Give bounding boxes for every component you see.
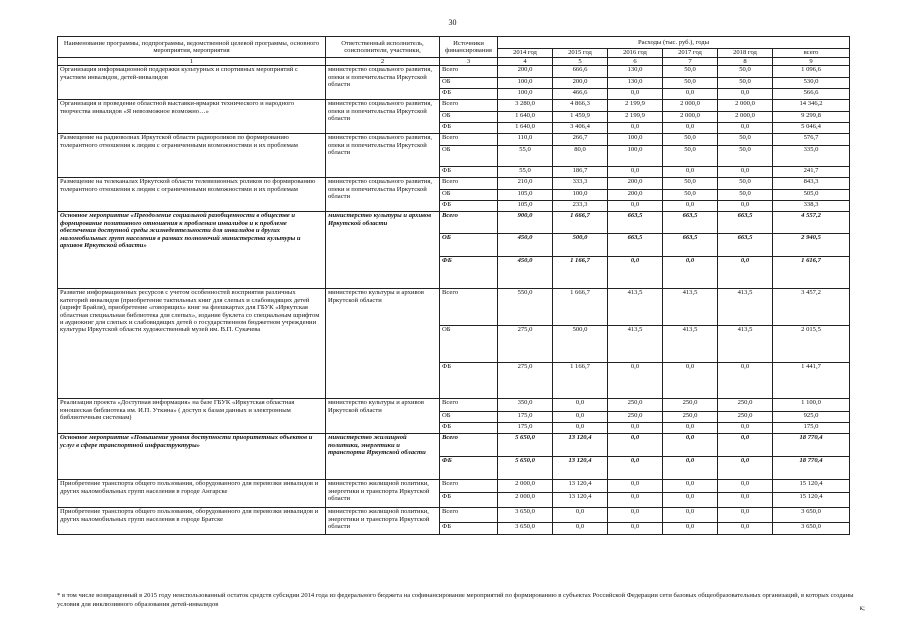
amount-year: 0,0 — [553, 399, 608, 412]
amount-year: 0,0 — [663, 423, 718, 434]
amount-total: 14 346,2 — [773, 100, 850, 112]
amount-year: 0,0 — [718, 493, 773, 508]
amount-year: 0,0 — [718, 480, 773, 493]
amount-year: 0,0 — [608, 123, 663, 134]
amount-year: 663,5 — [663, 212, 718, 234]
funding-source: Всего — [440, 178, 498, 190]
amount-total: 2 015,5 — [773, 326, 850, 363]
amount-year: 550,0 — [498, 289, 553, 326]
amount-total: 1 616,7 — [773, 257, 850, 289]
funding-source: ОБ — [440, 78, 498, 89]
program-name: Развитие информационных ресурсов с учетом особенностей восприятия различных категорий инвалидов (приобретение тактильных книг для слепых и слабовидящих детей (шрифт Брайля), приобретение «говорящих» книг на флешкартах для ГБУК «Иркутская областная специальная библиотека для слепых», издание буклета со специальным шрифтом и аудиокниг для слепых и слабовидящих детей о государственном бюджетном учреждении культуры Иркутской области художественный музей им. В.П. Сукачева — [58, 289, 326, 399]
amount-year: 50,0 — [663, 178, 718, 190]
amount-year: 500,0 — [553, 234, 608, 257]
amount-year: 250,0 — [608, 399, 663, 412]
amount-year: 0,0 — [718, 257, 773, 289]
funding-source: ФБ — [440, 457, 498, 480]
executor: министерство культуры и архивов Иркутской области — [326, 289, 440, 399]
amount-year: 250,0 — [718, 412, 773, 423]
amount-year: 2 199,9 — [608, 112, 663, 123]
amount-year: 4 866,3 — [553, 100, 608, 112]
funding-source: Всего — [440, 289, 498, 326]
amount-year: 50,0 — [718, 146, 773, 167]
amount-year: 1 666,7 — [553, 289, 608, 326]
amount-year: 0,0 — [663, 508, 718, 523]
program-name: Организация информационной поддержки культурных и спортивных мероприятий с участием инвалидов, детей-инвалидов — [58, 66, 326, 100]
header-year: 2018 год — [718, 49, 773, 58]
header-column-number: 1 — [58, 58, 326, 66]
budget-table — [57, 36, 850, 535]
amount-year: 175,0 — [498, 423, 553, 434]
header-column-number: 3 — [440, 58, 498, 66]
amount-year: 0,0 — [663, 523, 718, 535]
amount-year: 50,0 — [718, 66, 773, 78]
amount-year: 0,0 — [718, 423, 773, 434]
header-year: всего — [773, 49, 850, 58]
funding-source: ФБ — [440, 493, 498, 508]
amount-year: 50,0 — [663, 78, 718, 89]
header-year: 2017 год — [663, 49, 718, 58]
header-column-number: 9 — [773, 58, 850, 66]
amount-year: 266,7 — [553, 134, 608, 146]
amount-year: 100,0 — [608, 146, 663, 167]
amount-year: 105,0 — [498, 190, 553, 201]
amount-year: 450,0 — [498, 234, 553, 257]
amount-year: 0,0 — [608, 493, 663, 508]
amount-year: 663,5 — [608, 212, 663, 234]
header-column-number: 6 — [608, 58, 663, 66]
program-name: Основное мероприятие «Повышение уровня доступности приоритетных объектов и услуг в сфере транспортной инфраструктуры» — [58, 434, 326, 480]
amount-year: 413,5 — [718, 326, 773, 363]
header-source: Источники финансирования — [440, 37, 498, 58]
amount-year: 0,0 — [608, 523, 663, 535]
amount-year: 900,0 — [498, 212, 553, 234]
amount-year: 50,0 — [718, 134, 773, 146]
amount-year: 13 120,4 — [553, 480, 608, 493]
amount-year: 105,0 — [498, 201, 553, 212]
program-name: Приобретение транспорта общего пользования, оборудованного для перевозки инвалидов и других маломобильных групп населения в городе Братске — [58, 508, 326, 535]
funding-source: ФБ — [440, 423, 498, 434]
amount-year: 0,0 — [608, 508, 663, 523]
executor: министерство культуры и архивов Иркутской области — [326, 212, 440, 289]
amount-year: 3 650,0 — [498, 523, 553, 535]
executor: министерство культуры и архивов Иркутской области — [326, 399, 440, 434]
amount-year: 0,0 — [553, 423, 608, 434]
amount-total: 505,0 — [773, 190, 850, 201]
amount-year: 450,0 — [498, 257, 553, 289]
amount-year: 175,0 — [498, 412, 553, 423]
amount-year: 275,0 — [498, 326, 553, 363]
amount-year: 100,0 — [608, 134, 663, 146]
funding-source: ФБ — [440, 363, 498, 399]
amount-total: 3 650,0 — [773, 508, 850, 523]
amount-year: 663,5 — [663, 234, 718, 257]
funding-source: ОБ — [440, 190, 498, 201]
amount-total: 530,0 — [773, 78, 850, 89]
table-row — [58, 289, 850, 326]
program-name: Размещение на телеканалах Иркутской области телевизионных роликов по формированию толерантного отношения к людям с ограниченными возможностями и их проблемам — [58, 178, 326, 212]
amount-year: 0,0 — [663, 167, 718, 178]
funding-source: ОБ — [440, 326, 498, 363]
amount-year: 0,0 — [608, 257, 663, 289]
table-header — [58, 37, 850, 66]
amount-total: 15 120,4 — [773, 493, 850, 508]
amount-year: 80,0 — [553, 146, 608, 167]
header-year: 2016 год — [608, 49, 663, 58]
amount-year: 0,0 — [608, 201, 663, 212]
amount-year: 413,5 — [718, 289, 773, 326]
amount-year: 100,0 — [553, 190, 608, 201]
funding-source: ФБ — [440, 167, 498, 178]
table-body — [58, 66, 850, 535]
amount-year: 210,0 — [498, 178, 553, 190]
amount-year: 0,0 — [553, 523, 608, 535]
amount-year: 0,0 — [718, 363, 773, 399]
funding-source: ФБ — [440, 257, 498, 289]
amount-year: 0,0 — [608, 457, 663, 480]
amount-total: 335,0 — [773, 146, 850, 167]
header-executor: Ответственный исполнитель, соисполнители, участники, — [326, 37, 440, 58]
amount-year: 0,0 — [553, 412, 608, 423]
amount-year: 100,0 — [498, 78, 553, 89]
amount-year: 50,0 — [663, 146, 718, 167]
header-year: 2014 год — [498, 49, 553, 58]
amount-year: 130,0 — [608, 66, 663, 78]
amount-year: 0,0 — [663, 434, 718, 457]
amount-total: 5 046,4 — [773, 123, 850, 134]
amount-year: 50,0 — [718, 78, 773, 89]
funding-source: Всего — [440, 434, 498, 457]
amount-year: 1 640,0 — [498, 123, 553, 134]
funding-source: Всего — [440, 212, 498, 234]
amount-total: 1 096,6 — [773, 66, 850, 78]
table-row — [58, 212, 850, 234]
program-name: Основное мероприятие «Преодоление социальной разобщенности в обществе и формирование позитивного отношения к проблемам инвалидов и к проблеме обеспечения доступной среды жизнедеятельности для инвалидов и других маломобильных групп населения в рамках полномочий министерства культуры и архивов Иркутской области» — [58, 212, 326, 289]
amount-year: 0,0 — [718, 434, 773, 457]
amount-year: 250,0 — [663, 412, 718, 423]
amount-year: 663,5 — [608, 234, 663, 257]
amount-total: 18 770,4 — [773, 434, 850, 457]
amount-year: 50,0 — [718, 178, 773, 190]
executor: министерство социального развития, опеки и попечительства Иркутской области — [326, 66, 440, 100]
executor: министерство жилищной политики, энергетики и транспорта Иркутской области — [326, 434, 440, 480]
amount-year: 2 000,0 — [498, 493, 553, 508]
amount-total: 566,6 — [773, 89, 850, 100]
amount-total: 2 940,5 — [773, 234, 850, 257]
amount-year: 0,0 — [663, 123, 718, 134]
amount-total: 338,3 — [773, 201, 850, 212]
funding-source: Всего — [440, 480, 498, 493]
header-year: 2015 год — [553, 49, 608, 58]
amount-year: 0,0 — [608, 480, 663, 493]
amount-year: 50,0 — [718, 190, 773, 201]
table-row — [58, 399, 850, 412]
amount-year: 0,0 — [718, 201, 773, 212]
amount-year: 55,0 — [498, 146, 553, 167]
amount-total: 18 770,4 — [773, 457, 850, 480]
amount-year: 2 199,9 — [608, 100, 663, 112]
amount-year: 413,5 — [608, 289, 663, 326]
amount-year: 2 000,0 — [663, 112, 718, 123]
amount-year: 3 280,0 — [498, 100, 553, 112]
amount-year: 13 120,4 — [553, 434, 608, 457]
amount-year: 0,0 — [663, 201, 718, 212]
amount-year: 200,0 — [553, 78, 608, 89]
amount-year: 0,0 — [608, 363, 663, 399]
amount-total: 3 457,2 — [773, 289, 850, 326]
header-column-number: 4 — [498, 58, 553, 66]
amount-year: 110,0 — [498, 134, 553, 146]
page-number: 30 — [448, 18, 457, 27]
amount-year: 0,0 — [663, 257, 718, 289]
amount-year: 413,5 — [663, 326, 718, 363]
amount-year: 3 650,0 — [498, 508, 553, 523]
amount-year: 0,0 — [718, 89, 773, 100]
amount-year: 666,6 — [553, 66, 608, 78]
table-row — [58, 66, 850, 78]
table-row — [58, 100, 850, 112]
funding-source: Всего — [440, 100, 498, 112]
amount-year: 413,5 — [663, 289, 718, 326]
amount-year: 500,0 — [553, 326, 608, 363]
amount-year: 0,0 — [718, 123, 773, 134]
amount-year: 1 459,9 — [553, 112, 608, 123]
amount-year: 413,5 — [608, 326, 663, 363]
header-program-name: Наименование программы, подпрограммы, ведомственной целевой программы, основного мероприятия, мероприятия — [58, 37, 326, 58]
amount-year: 50,0 — [663, 190, 718, 201]
amount-year: 1 640,0 — [498, 112, 553, 123]
corner-mark: к; — [859, 604, 865, 612]
amount-year: 200,0 — [608, 190, 663, 201]
amount-total: 576,7 — [773, 134, 850, 146]
amount-year: 13 120,4 — [553, 457, 608, 480]
amount-year: 0,0 — [663, 480, 718, 493]
amount-total: 15 120,4 — [773, 480, 850, 493]
funding-source: ОБ — [440, 234, 498, 257]
amount-total: 175,0 — [773, 423, 850, 434]
amount-year: 5 650,0 — [498, 457, 553, 480]
amount-year: 0,0 — [608, 167, 663, 178]
program-name: Размещение на радиоволнах Иркутской области радиороликов по формированию толерантного отношения к людям с ограниченными возможностями и их проблемам — [58, 134, 326, 178]
amount-year: 0,0 — [553, 508, 608, 523]
header-column-number: 8 — [718, 58, 773, 66]
table-row — [58, 134, 850, 146]
header-column-number: 5 — [553, 58, 608, 66]
amount-year: 0,0 — [663, 363, 718, 399]
program-name: Реализация проекта «Доступная информация» на базе ГБУК «Иркутская областная юношеская библиотека им. И.П. Уткина» ( доступ к базам данных и электронным библиотечным системам) — [58, 399, 326, 434]
amount-year: 2 000,0 — [498, 480, 553, 493]
executor: министерство социального развития, опеки и попечительства Иркутской области — [326, 100, 440, 134]
amount-total: 9 299,8 — [773, 112, 850, 123]
executor: министерство социального развития, опеки и попечительства Иркутской области — [326, 178, 440, 212]
amount-year: 0,0 — [608, 423, 663, 434]
funding-source: ОБ — [440, 146, 498, 167]
amount-total: 843,3 — [773, 178, 850, 190]
amount-total: 1 100,0 — [773, 399, 850, 412]
amount-year: 0,0 — [663, 457, 718, 480]
amount-year: 663,5 — [718, 234, 773, 257]
funding-source: ФБ — [440, 123, 498, 134]
amount-year: 1 166,7 — [553, 257, 608, 289]
amount-year: 250,0 — [663, 399, 718, 412]
funding-source: ОБ — [440, 112, 498, 123]
amount-year: 2 000,0 — [718, 100, 773, 112]
amount-year: 1 666,7 — [553, 212, 608, 234]
funding-source: Всего — [440, 399, 498, 412]
table-row — [58, 178, 850, 190]
header-column-number: 7 — [663, 58, 718, 66]
amount-year: 55,0 — [498, 167, 553, 178]
amount-year: 3 406,4 — [553, 123, 608, 134]
amount-year: 50,0 — [663, 66, 718, 78]
amount-total: 241,7 — [773, 167, 850, 178]
amount-year: 466,6 — [553, 89, 608, 100]
amount-year: 233,3 — [553, 201, 608, 212]
amount-total: 925,0 — [773, 412, 850, 423]
funding-source: Всего — [440, 66, 498, 78]
amount-year: 100,0 — [498, 89, 553, 100]
table-row — [58, 480, 850, 493]
amount-year: 200,0 — [608, 178, 663, 190]
amount-total: 1 441,7 — [773, 363, 850, 399]
amount-year: 0,0 — [608, 434, 663, 457]
header-expenses: Расходы (тыс. руб.), годы — [498, 37, 850, 49]
funding-source: ФБ — [440, 201, 498, 212]
amount-year: 200,0 — [498, 66, 553, 78]
amount-year: 275,0 — [498, 363, 553, 399]
amount-year: 5 650,0 — [498, 434, 553, 457]
executor: министерство жилищной политики, энергетики и транспорта Иркутской области — [326, 480, 440, 508]
amount-year: 130,0 — [608, 78, 663, 89]
amount-total: 4 557,2 — [773, 212, 850, 234]
executor: министерство социального развития, опеки и попечительства Иркутской области — [326, 134, 440, 178]
table-row — [58, 508, 850, 523]
amount-year: 350,0 — [498, 399, 553, 412]
amount-total: 3 650,0 — [773, 523, 850, 535]
amount-year: 0,0 — [718, 523, 773, 535]
amount-year: 0,0 — [718, 167, 773, 178]
amount-year: 13 120,4 — [553, 493, 608, 508]
amount-year: 1 166,7 — [553, 363, 608, 399]
footnote: * в том числе возвращенный в 2015 году неиспользованный остаток средств субсидии 2014 года из федерального бюджета на софинансирование мероприятий по формированию в субъектах Российской Федерации сети базовых общеобразовательных организаций, в которых созданы условия для инклюзивного образования детей-инвалидов — [57, 592, 854, 608]
amount-year: 663,5 — [718, 212, 773, 234]
funding-source: ФБ — [440, 523, 498, 535]
funding-source: Всего — [440, 508, 498, 523]
executor: министерство жилищной политики, энергетики и транспорта Иркутской области — [326, 508, 440, 535]
table-row — [58, 434, 850, 457]
amount-year: 0,0 — [718, 457, 773, 480]
header-column-number: 2 — [326, 58, 440, 66]
amount-year: 2 000,0 — [718, 112, 773, 123]
amount-year: 333,3 — [553, 178, 608, 190]
amount-year: 50,0 — [663, 134, 718, 146]
funding-source: ФБ — [440, 89, 498, 100]
amount-year: 0,0 — [718, 508, 773, 523]
program-name: Организация и проведение областной выставки-ярмарки технического и народного творчества инвалидов «Я невозможное возможно…» — [58, 100, 326, 134]
amount-year: 0,0 — [663, 89, 718, 100]
amount-year: 186,7 — [553, 167, 608, 178]
amount-year: 0,0 — [608, 89, 663, 100]
amount-year: 0,0 — [663, 493, 718, 508]
program-name: Приобретение транспорта общего пользования, оборудованного для перевозки инвалидов и других маломобильных групп населения в городе Ангарске — [58, 480, 326, 508]
funding-source: Всего — [440, 134, 498, 146]
amount-year: 2 000,0 — [663, 100, 718, 112]
funding-source: ОБ — [440, 412, 498, 423]
amount-year: 250,0 — [718, 399, 773, 412]
amount-year: 250,0 — [608, 412, 663, 423]
